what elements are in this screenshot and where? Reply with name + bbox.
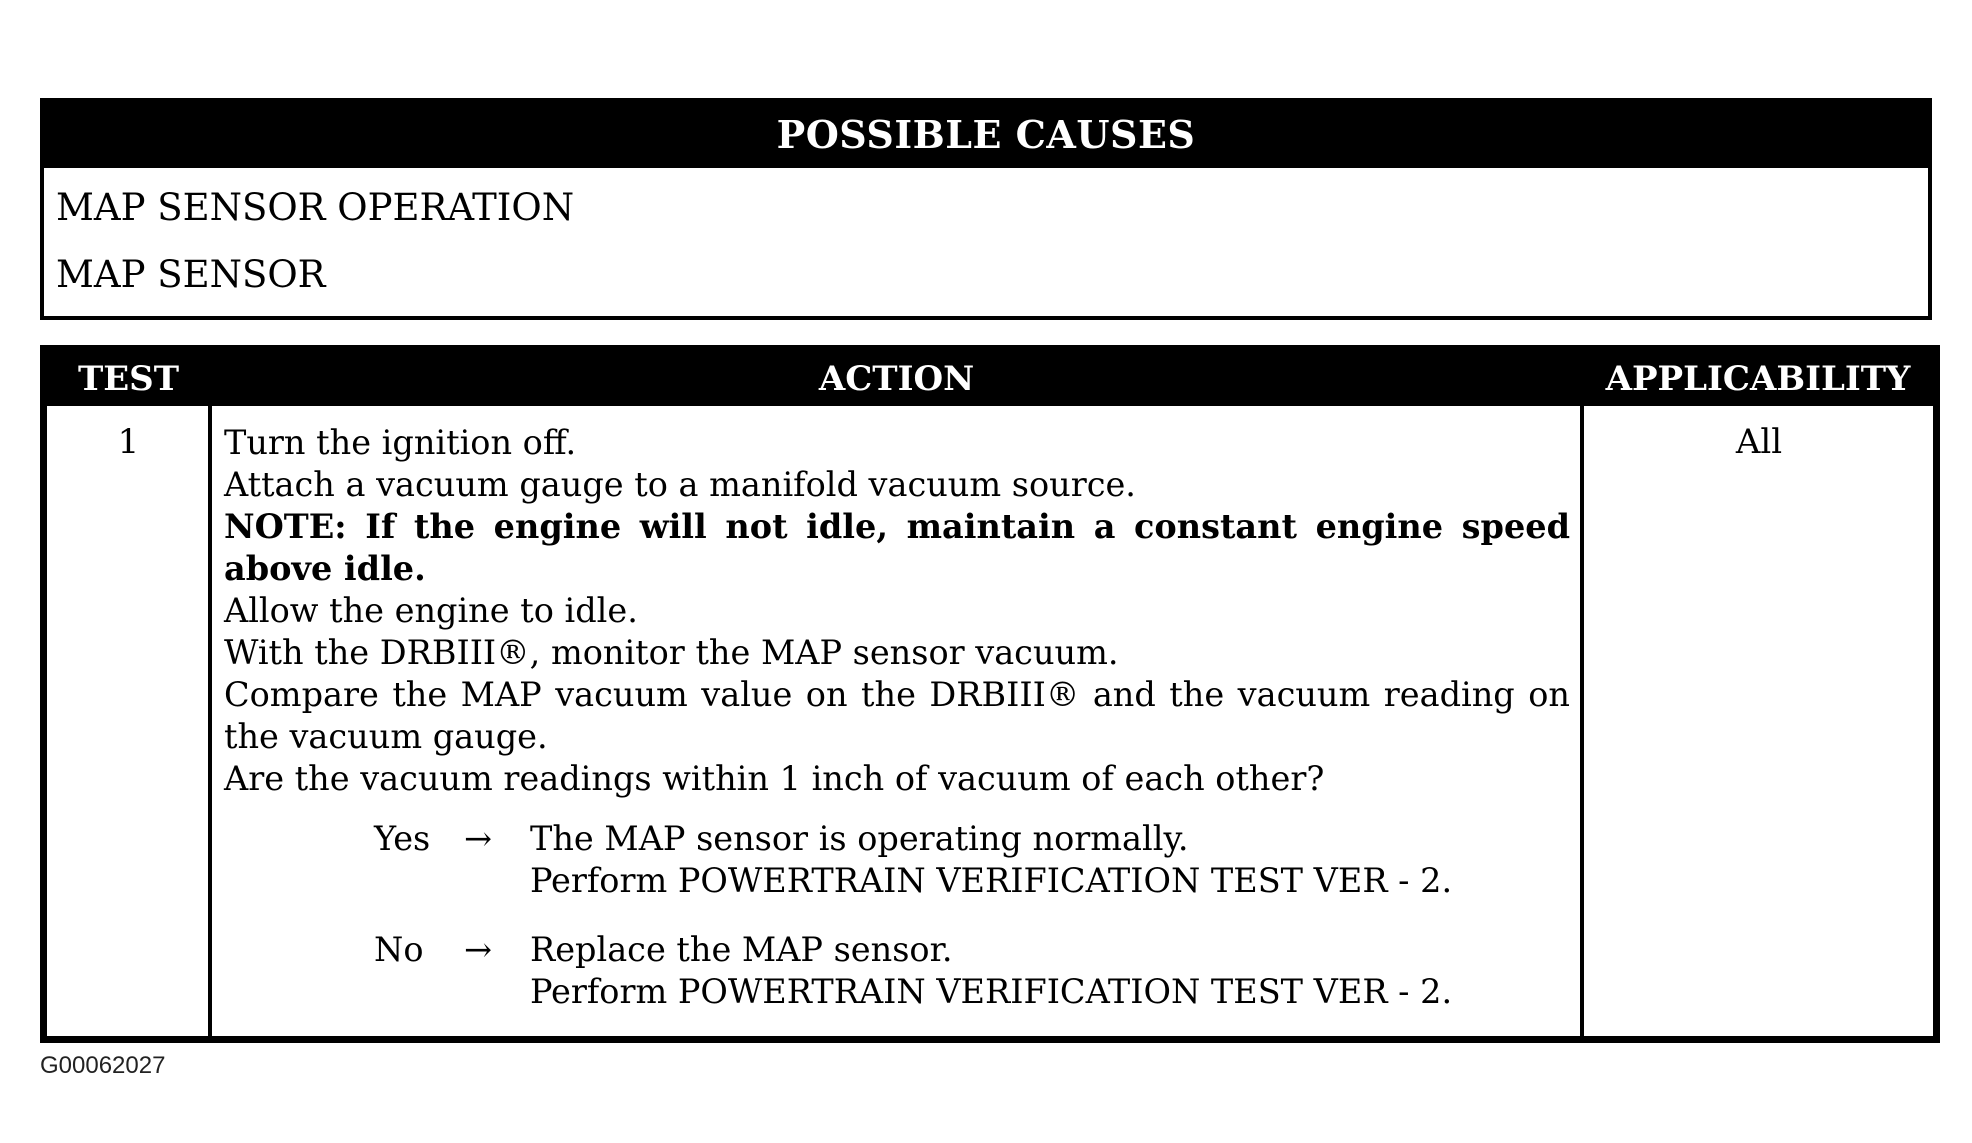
applicability-column-header: APPLICABILITY [1605,359,1911,399]
possible-causes-box [40,98,1932,320]
action-note: NOTE: If the engine will not idle, maintain a constant engine speed above idle. [224,507,1570,588]
column-divider [1580,406,1584,1036]
table-header-row [47,352,1933,406]
result-line: The MAP sensor is operating normally. [530,819,1189,858]
action-step: Attach a vacuum gauge to a manifold vacuum source. [224,465,1136,504]
column-divider [208,406,212,1036]
result-line: Replace the MAP sensor. [530,930,953,969]
cause-item: MAP SENSOR OPERATION [56,186,575,229]
result-answer: Yes [374,819,431,858]
possible-causes-header: POSSIBLE CAUSES [44,102,1928,168]
result-yes [224,818,1570,902]
action-step: Turn the ignition off. [224,423,577,462]
result-line: Perform POWERTRAIN VERIFICATION TEST VER - 2. [530,972,1453,1011]
applicability-value: All [1735,422,1783,462]
action-step: With the DRBIII®, monitor the MAP sensor vacuum. [224,633,1119,672]
result-text [530,818,1452,902]
action-question: Are the vacuum readings within 1 inch of vacuum of each other? [224,759,1325,798]
result-line: Perform POWERTRAIN VERIFICATION TEST VER - 2. [530,861,1453,900]
test-table [40,345,1940,1043]
possible-causes-list [44,168,1928,316]
test-number: 1 [117,422,140,462]
figure-id: G00062027 [40,1052,166,1079]
right-arrow-icon: → [464,819,493,858]
result-answer: No [374,930,424,969]
result-text [530,929,1452,1013]
action-cell [224,422,1570,1040]
cause-item: MAP SENSOR [56,253,326,296]
results-list [224,818,1570,1013]
result-no [224,929,1570,1013]
action-column-header: ACTION [818,359,975,399]
action-step: Compare the MAP vacuum value on the DRBIII® and the vacuum reading on the vacuum gauge. [224,675,1570,756]
test-column-header: TEST [77,359,180,399]
right-arrow-icon: → [464,930,493,969]
action-step: Allow the engine to idle. [224,591,638,630]
